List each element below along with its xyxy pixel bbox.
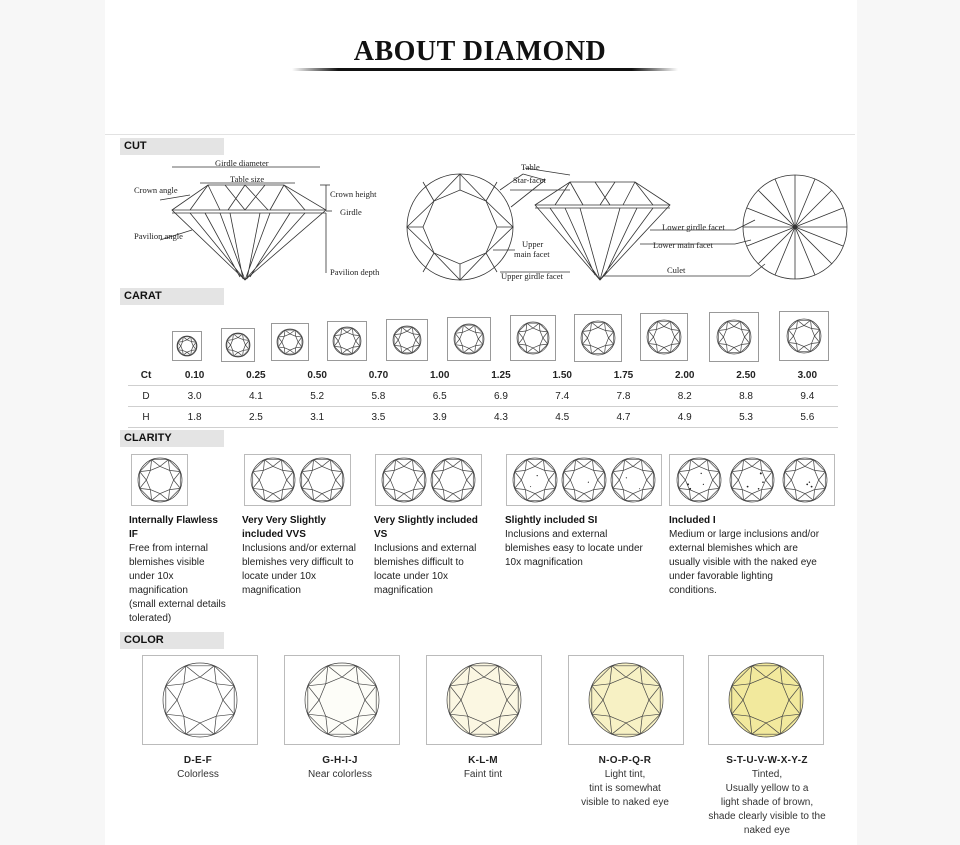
clarity-gem-box — [244, 454, 351, 506]
color-grade: G-H-I-J — [322, 755, 358, 766]
label-lower-main-facet: Lower main facet — [653, 240, 713, 250]
label-girdle: Girdle — [340, 207, 362, 217]
diamond-icon — [512, 457, 558, 503]
color-stuvwxyz — [692, 754, 842, 838]
cell: 4.7 — [593, 407, 654, 428]
diamond-icon — [381, 457, 427, 503]
row-label-ct: Ct — [128, 365, 164, 386]
carat-gem-box — [271, 323, 309, 361]
diamond-icon — [392, 325, 422, 355]
diamond-icon — [250, 457, 296, 503]
cell: 4.3 — [470, 407, 531, 428]
label-crown-height: Crown height — [330, 189, 377, 199]
table-row — [128, 407, 838, 428]
page-title: ABOUT DIAMOND — [353, 36, 607, 67]
color-def — [123, 754, 273, 782]
carat-gem-box — [574, 314, 622, 362]
cell: 1.00 — [409, 365, 470, 386]
clarity-desc: blemishes very difficult to — [242, 557, 354, 568]
clarity-desc: blemishes difficult to — [374, 557, 464, 568]
row-label-h: H — [128, 407, 164, 428]
clarity-title: Very Slightly included — [374, 515, 478, 526]
color-ghij — [265, 754, 415, 782]
label-lower-girdle-facet: Lower girdle facet — [662, 222, 725, 232]
color-desc: Colorless — [177, 769, 219, 780]
clarity-gem-box — [131, 454, 188, 506]
clarity-vs — [374, 514, 502, 598]
color-klm — [408, 754, 558, 782]
left-margin — [0, 0, 105, 845]
clarity-desc: Inclusions and external — [505, 529, 608, 540]
cell: 3.00 — [777, 365, 838, 386]
color-desc: Faint tint — [463, 769, 503, 780]
diamond-icon — [446, 662, 522, 738]
label-upper-girdle-facet: Upper girdle facet — [501, 271, 563, 281]
right-margin — [857, 0, 960, 845]
cell: 1.25 — [470, 365, 531, 386]
diamond-icon — [276, 328, 304, 356]
color-desc: Near colorless — [308, 769, 372, 780]
cell: 7.8 — [593, 386, 654, 407]
diamond-icon — [610, 457, 656, 503]
carat-gem-box — [447, 317, 491, 361]
cell: 5.3 — [715, 407, 776, 428]
section-clarity: CLARITY — [120, 430, 224, 447]
label-girdle-diameter: Girdle diameter — [215, 158, 269, 168]
diamond-icon — [332, 326, 362, 356]
clarity-desc: magnification — [129, 585, 188, 596]
color-grade: N-O-P-Q-R — [598, 755, 652, 766]
cell: 1.75 — [593, 365, 654, 386]
clarity-desc: 10x magnification — [505, 557, 583, 568]
cell: 3.9 — [409, 407, 470, 428]
label-crown-angle: Crown angle — [134, 185, 178, 195]
divider — [105, 134, 855, 135]
diamond-icon — [588, 662, 664, 738]
color-gem-box — [284, 655, 400, 745]
clarity-desc: usually visible with the naked eye — [669, 557, 817, 568]
diamond-icon — [728, 662, 804, 738]
cell: 0.10 — [164, 365, 225, 386]
clarity-desc: Free from internal — [129, 543, 208, 554]
title-underline — [292, 68, 678, 71]
color-desc: Light tint, — [604, 769, 646, 780]
clarity-grade: included VVS — [242, 529, 306, 540]
diamond-icon — [225, 332, 251, 358]
table-row — [128, 386, 838, 407]
cell: 7.4 — [532, 386, 593, 407]
table-row — [128, 365, 838, 386]
cell: 4.1 — [225, 386, 286, 407]
clarity-desc: Medium or large inclusions and/or — [669, 529, 820, 540]
diamond-icon — [162, 662, 238, 738]
carat-gem-box — [327, 321, 367, 361]
clarity-desc: (small external details — [129, 599, 226, 610]
diamond-icon — [561, 457, 607, 503]
label-table: Table — [521, 162, 540, 172]
carat-gem-box — [386, 319, 428, 361]
clarity-title: Internally Flawless — [129, 515, 218, 526]
label-pavilion-angle: Pavilion angle — [134, 231, 183, 241]
clarity-grade: IF — [129, 529, 138, 540]
diamond-icon — [453, 323, 485, 355]
color-desc: light shade of brown, — [720, 797, 814, 808]
clarity-i — [669, 514, 849, 598]
diamond-icon — [786, 318, 822, 354]
diamond-icon — [782, 457, 828, 503]
carat-gem-box — [510, 315, 556, 361]
cell: 5.8 — [348, 386, 409, 407]
color-desc: visible to naked eye — [581, 797, 669, 808]
diamond-icon — [646, 319, 682, 355]
label-table-size: Table size — [230, 174, 265, 184]
color-grade: K-L-M — [468, 755, 498, 766]
color-grade: D-E-F — [183, 755, 213, 766]
section-cut: CUT — [120, 138, 224, 155]
carat-gem-box — [709, 312, 759, 362]
clarity-vvs — [242, 514, 374, 598]
clarity-desc: blemishes easy to locate under — [505, 543, 643, 554]
cell: 1.50 — [532, 365, 593, 386]
color-grade: S-T-U-V-W-X-Y-Z — [726, 755, 808, 766]
cell: 4.9 — [654, 407, 715, 428]
clarity-grade: VS — [374, 529, 388, 540]
clarity-desc: locate under 10x — [242, 571, 316, 582]
color-gem-box — [708, 655, 824, 745]
clarity-desc: conditions. — [669, 585, 717, 596]
cell: 9.4 — [777, 386, 838, 407]
clarity-desc: tolerated) — [129, 613, 172, 624]
cell: 1.8 — [164, 407, 225, 428]
clarity-desc: external blemishes which are — [669, 543, 798, 554]
clarity-desc: magnification — [242, 585, 301, 596]
label-upper-main-2: main facet — [514, 249, 550, 259]
cell: 3.0 — [164, 386, 225, 407]
diamond-icon — [137, 457, 183, 503]
label-upper-main-1: Upper — [522, 239, 544, 249]
cell: 4.5 — [532, 407, 593, 428]
clarity-if — [129, 514, 241, 626]
diamond-icon — [676, 457, 722, 503]
cell: 0.70 — [348, 365, 409, 386]
carat-gem-box — [172, 331, 202, 361]
diamond-icon — [299, 457, 345, 503]
diamond-icon — [516, 321, 550, 355]
diamond-icon — [580, 320, 616, 356]
clarity-title: Slightly included SI — [505, 515, 598, 526]
color-gem-box — [426, 655, 542, 745]
clarity-desc: Inclusions and/or external — [242, 543, 356, 554]
cell: 2.5 — [225, 407, 286, 428]
clarity-desc: Inclusions and external — [374, 543, 477, 554]
clarity-gem-box — [375, 454, 482, 506]
section-carat: CARAT — [120, 288, 224, 305]
cell: 6.5 — [409, 386, 470, 407]
row-label-d: D — [128, 386, 164, 407]
clarity-desc: magnification — [374, 585, 433, 596]
cell: 2.00 — [654, 365, 715, 386]
color-desc: Tinted, — [751, 769, 783, 780]
color-desc: tint is somewhat — [589, 783, 661, 794]
carat-gem-box — [779, 311, 829, 361]
cell: 0.50 — [287, 365, 348, 386]
carat-gem-box — [640, 313, 688, 361]
color-gem-box — [568, 655, 684, 745]
clarity-desc: locate under 10x — [374, 571, 448, 582]
cell: 2.50 — [715, 365, 776, 386]
clarity-desc: under 10x — [129, 571, 174, 582]
color-desc: naked eye — [743, 825, 791, 836]
cell: 0.25 — [225, 365, 286, 386]
clarity-gem-box — [506, 454, 662, 506]
diamond-icon — [729, 457, 775, 503]
diamond-icon — [304, 662, 380, 738]
cell: 3.5 — [348, 407, 409, 428]
color-gem-box — [142, 655, 258, 745]
clarity-desc: blemishes visible — [129, 557, 205, 568]
carat-gem-box — [221, 328, 255, 362]
clarity-desc: under favorable lighting — [669, 571, 773, 582]
clarity-title: Very Very Slightly — [242, 515, 326, 526]
clarity-gem-box — [669, 454, 835, 506]
clarity-title: Included I — [669, 515, 716, 526]
diamond-icon — [716, 319, 752, 355]
cell: 8.2 — [654, 386, 715, 407]
clarity-si — [505, 514, 665, 570]
label-pavilion-depth: Pavilion depth — [330, 267, 380, 277]
cell: 5.2 — [287, 386, 348, 407]
cell: 6.9 — [470, 386, 531, 407]
diamond-facet-diagram — [405, 160, 855, 290]
label-culet: Culet — [667, 265, 686, 275]
label-star-facet: Star-facet — [513, 175, 546, 185]
cell: 5.6 — [777, 407, 838, 428]
section-color: COLOR — [120, 632, 224, 649]
color-desc: shade clearly visible to the — [708, 811, 826, 822]
cell: 8.8 — [715, 386, 776, 407]
carat-table — [128, 365, 838, 428]
cell: 3.1 — [287, 407, 348, 428]
diamond-icon — [176, 335, 198, 357]
diamond-icon — [430, 457, 476, 503]
color-desc: Usually yellow to a — [725, 783, 809, 794]
color-nopqr — [550, 754, 700, 810]
